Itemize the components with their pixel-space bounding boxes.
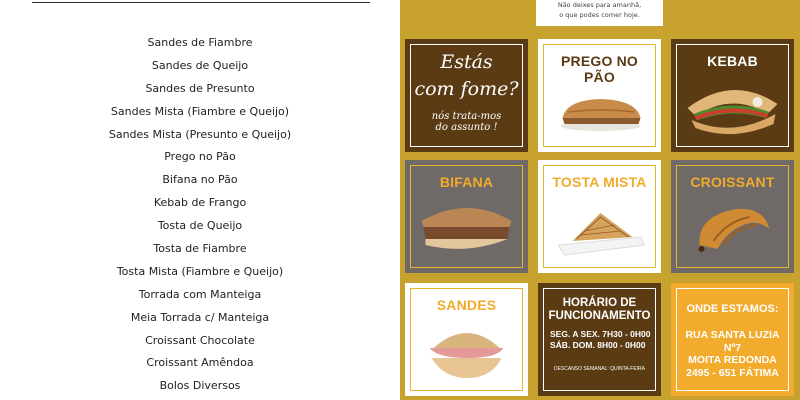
tile-title: PREGO NO PÃO	[560, 53, 639, 85]
schedule-title	[544, 297, 655, 323]
list-item: Croissant Chocolate	[145, 333, 255, 347]
list-item: Tosta de Fiambre	[153, 242, 247, 256]
hero-line: Estás	[440, 51, 493, 73]
tile-title: CROISSANT	[690, 174, 775, 190]
location-tile	[671, 283, 794, 396]
bifana-image	[411, 195, 522, 259]
list-item: Kebab de Frango	[153, 196, 247, 210]
kebab-image	[677, 74, 788, 138]
location-address	[677, 329, 788, 379]
promo-poster	[400, 0, 800, 400]
tile-title: BIFANA	[439, 174, 494, 190]
tile-prego-no-pao[interactable]	[538, 39, 661, 152]
list-item: Croissant Amêndoa	[146, 356, 254, 370]
tile-title: TOSTA MISTA	[552, 174, 647, 190]
schedule-title-line: FUNCIONAMENTO	[548, 310, 651, 322]
hero-line: com fome?	[414, 78, 519, 100]
list-item: Bifana no Pão	[162, 173, 238, 187]
hero-subline	[411, 111, 522, 133]
slogan-line: o que podes comer hoje.	[559, 10, 640, 19]
address-line: 2495 - 651 FÁTIMA	[686, 366, 779, 379]
list-item: Sandes de Presunto	[145, 81, 255, 95]
list-item: Prego no Pão	[164, 150, 236, 164]
list-item: Torrada com Manteiga	[138, 287, 262, 301]
schedule-title-line: HORÁRIO DE	[562, 297, 637, 309]
menu-list	[0, 32, 400, 398]
tile-croissant[interactable]	[671, 160, 794, 273]
tile-tosta-mista[interactable]	[538, 160, 661, 273]
schedule-hours	[550, 329, 651, 351]
list-item: Sandes de Fiambre	[147, 36, 253, 49]
tile-kebab[interactable]	[671, 39, 794, 152]
list-item: Bolos Diversos	[159, 379, 241, 393]
tile-bifana[interactable]	[405, 160, 528, 273]
tosta-mista-image	[544, 195, 655, 259]
location-title: ONDE ESTAMOS:	[686, 303, 779, 315]
list-item: Tosta de Queijo	[157, 219, 243, 233]
hero-subline-1: nós trata-mos	[431, 111, 502, 122]
tile-sandes[interactable]	[405, 283, 528, 396]
list-item: Sandes Mista (Presunto e Queijo)	[108, 127, 292, 141]
schedule-row: SEG. A SEX. 7H30 - 0H00	[550, 329, 651, 339]
schedule-footer: DESCANSO SEMANAL: QUINTA-FEIRA	[553, 366, 646, 372]
divider	[32, 2, 370, 3]
list-item: Sandes de Queijo	[151, 58, 249, 72]
sandes-image	[411, 318, 522, 382]
slogan-note	[536, 0, 663, 26]
list-item: Sandes Mista (Fiambre e Queijo)	[110, 104, 290, 118]
address-line: MOITA REDONDA	[688, 354, 777, 366]
slogan-line: Não deixes para amanhã,	[557, 1, 642, 9]
list-item: Tosta Mista (Fiambre e Queijo)	[116, 264, 284, 278]
tile-title: KEBAB	[707, 53, 758, 69]
hero-tile	[405, 39, 528, 152]
tile-title: SANDES	[436, 297, 497, 313]
address-line: RUA SANTA LUZIA Nº7	[685, 329, 780, 354]
list-item: Meia Torrada c/ Manteiga	[130, 310, 270, 324]
schedule-row: SÁB. DOM. 8H00 - 0H00	[550, 340, 646, 350]
croissant-image	[677, 195, 788, 259]
schedule-tile	[538, 283, 661, 396]
prego-sandwich-image	[544, 74, 655, 138]
hero-subline-2: do assunto !	[435, 122, 498, 133]
